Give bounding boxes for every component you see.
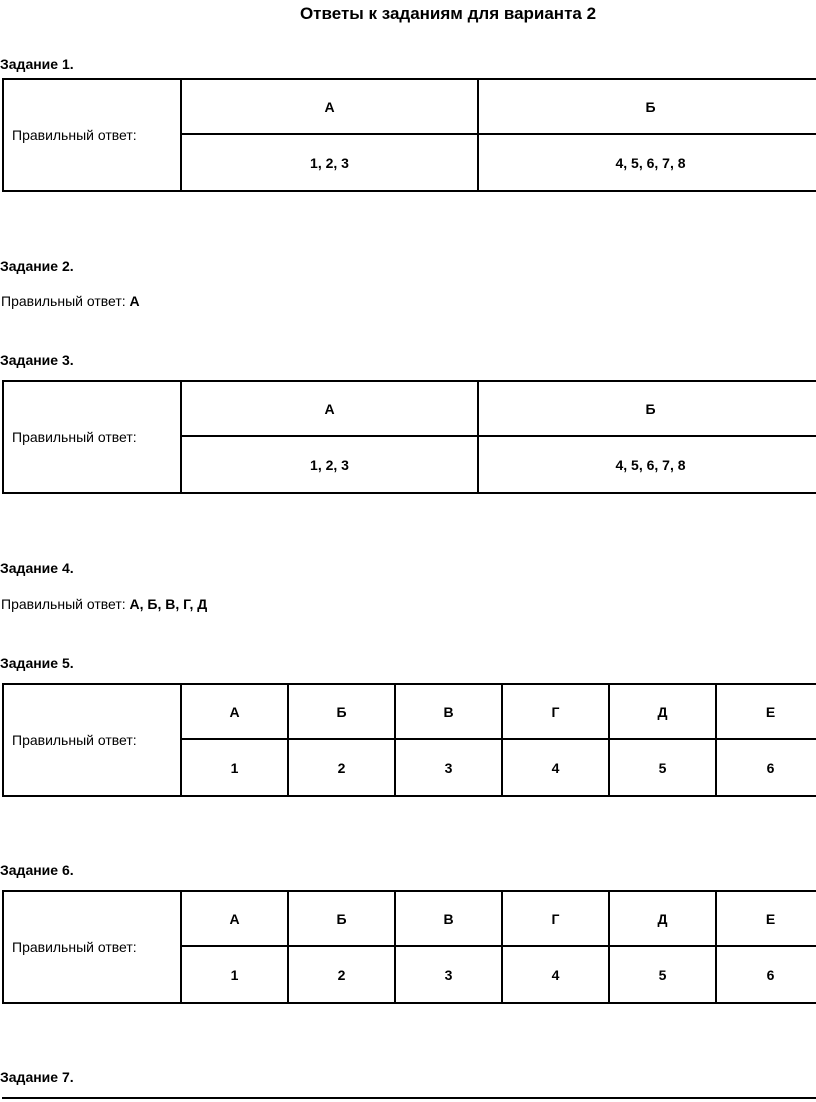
task-7-table-top-border xyxy=(2,1097,816,1099)
table-header-cell: А xyxy=(182,382,479,437)
table-value-cell: 4 xyxy=(503,740,610,795)
table-value-cell: 1 xyxy=(182,947,289,1002)
table-header-cell: Д xyxy=(610,892,717,947)
answer-label: Правильный ответ: xyxy=(4,892,182,1002)
table-value-cell: 6 xyxy=(766,759,775,776)
table-value-cell: 4, 5, 6, 7, 8 xyxy=(615,154,686,171)
table-header-cell: А xyxy=(182,892,289,947)
task-1-answer-table xyxy=(2,78,816,192)
table-header-cell: Б xyxy=(479,80,816,135)
table-header-cell: А xyxy=(182,685,289,740)
table-value-cell: 3 xyxy=(396,947,503,1002)
table-header-cell: Б xyxy=(289,685,396,740)
table-value-cell: 4 xyxy=(503,947,610,1002)
task-2-answer xyxy=(1,293,140,309)
answer-prefix: Правильный ответ: xyxy=(1,596,126,612)
table-header-cell: Г xyxy=(503,892,610,947)
task-5-answer-table xyxy=(2,683,816,797)
table-header-cell: Б xyxy=(479,382,816,437)
table-value-cell: 5 xyxy=(610,740,717,795)
table-header-cell: А xyxy=(182,80,479,135)
task-6-heading: Задание 6. xyxy=(0,862,74,878)
page-title: Ответы к заданиям для варианта 2 xyxy=(299,4,597,23)
answer-prefix: Правильный ответ: xyxy=(1,293,126,309)
table-header-cell: В xyxy=(396,685,503,740)
table-value-cell: 3 xyxy=(396,740,503,795)
task-4-answer xyxy=(1,596,207,612)
answer-label: Правильный ответ: xyxy=(4,382,182,492)
answer-label: Правильный ответ: xyxy=(4,685,182,795)
task-4-heading: Задание 4. xyxy=(0,560,74,576)
answer-value: А, Б, В, Г, Д xyxy=(129,596,208,612)
table-header-cell: Е xyxy=(717,892,816,947)
table-value-cell: 1, 2, 3 xyxy=(182,437,479,492)
table-value-cell: 2 xyxy=(289,947,396,1002)
table-header-cell: Д xyxy=(610,685,717,740)
task-5-heading: Задание 5. xyxy=(0,655,74,671)
task-7-heading: Задание 7. xyxy=(0,1069,74,1085)
table-value-cell: 6 xyxy=(766,966,775,983)
task-3-answer-table xyxy=(2,380,816,494)
table-header-cell: В xyxy=(396,892,503,947)
task-1-heading: Задание 1. xyxy=(0,56,74,72)
table-value-cell: 5 xyxy=(610,947,717,1002)
table-header-cell: Б xyxy=(289,892,396,947)
table-value-cell: 1, 2, 3 xyxy=(182,135,479,190)
task-2-heading: Задание 2. xyxy=(0,258,74,274)
table-header-cell: Е xyxy=(717,685,816,740)
table-value-cell: 4, 5, 6, 7, 8 xyxy=(615,456,686,473)
task-3-heading: Задание 3. xyxy=(0,352,74,368)
answer-label: Правильный ответ: xyxy=(4,80,182,190)
answer-value: А xyxy=(129,293,140,309)
table-header-cell: Г xyxy=(503,685,610,740)
task-6-answer-table xyxy=(2,890,816,1004)
table-value-cell: 1 xyxy=(182,740,289,795)
table-value-cell: 2 xyxy=(289,740,396,795)
